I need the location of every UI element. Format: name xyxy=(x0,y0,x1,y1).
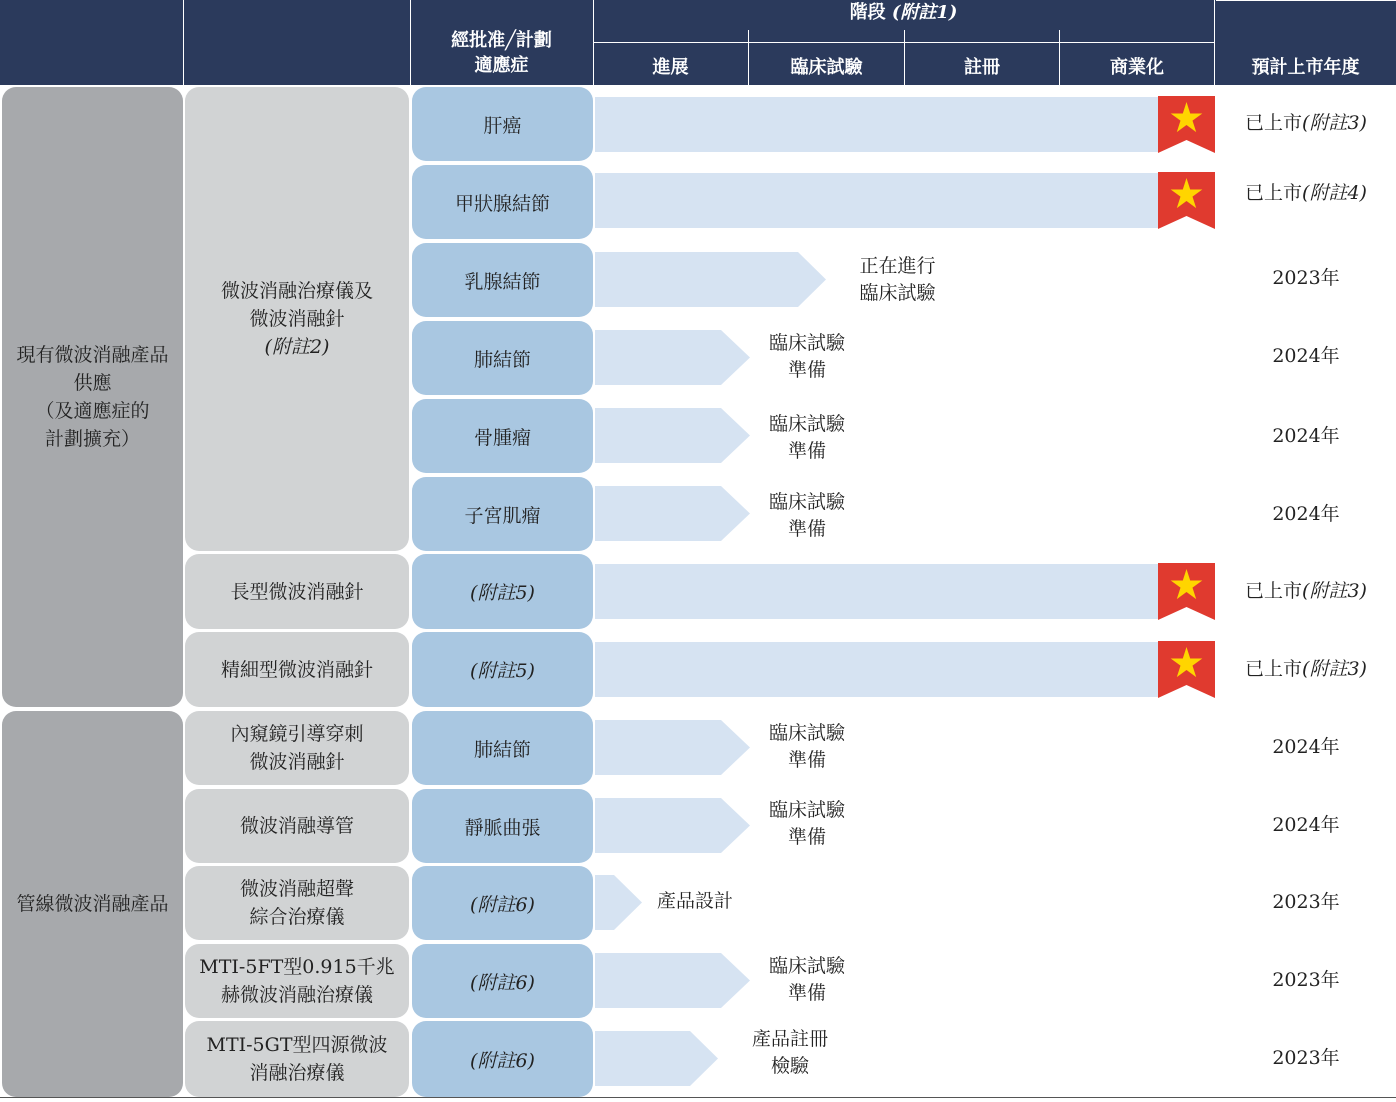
launch-note: (附註4) xyxy=(1302,182,1367,204)
indication-cell: 靜脈曲張 xyxy=(412,789,593,863)
status-label: 臨床試驗 準備 xyxy=(768,799,845,848)
stage-progress: 進展 xyxy=(652,57,689,78)
header-bottom-line xyxy=(1216,0,1396,1)
header-divider xyxy=(183,0,184,85)
indication-cell: 骨腫瘤 xyxy=(412,399,593,473)
launch-year: 2024年 xyxy=(1272,425,1340,447)
launch-year: 2023年 xyxy=(1272,267,1340,289)
launch-note: (附註3) xyxy=(1302,112,1367,134)
launch-year-header: 預計上市年度 xyxy=(1251,57,1360,78)
category-pipeline: 管線微波消融產品 xyxy=(2,711,183,1097)
stage-registration: 註冊 xyxy=(964,57,1000,78)
launch-note: (附註3) xyxy=(1302,580,1367,602)
product-mti-5ft: MTI-5FT型0.915千兆 赫微波消融治療儀 xyxy=(185,944,409,1018)
progress-arrow xyxy=(595,875,643,930)
status-label: 產品註冊 檢驗 xyxy=(751,1028,828,1077)
product-fine-needle: 精細型微波消融針 xyxy=(185,632,409,707)
progress-bar-marketed xyxy=(595,97,1160,152)
indication-cell: (附註5) xyxy=(412,632,593,707)
launch-value: 已上市 xyxy=(1245,182,1303,204)
progress-arrow xyxy=(595,252,827,307)
indication-cell: 甲狀腺結節 xyxy=(412,165,593,239)
product-endoscope-needle: 內窺鏡引導穿刺 微波消融針 xyxy=(185,711,409,785)
launch-value: 已上市 xyxy=(1245,112,1303,134)
indication-cell: 肺結節 xyxy=(412,711,593,785)
stage-header xyxy=(593,0,1214,25)
launch-year: 2024年 xyxy=(1272,736,1340,758)
product-catheter: 微波消融導管 xyxy=(185,789,409,863)
indication-cell: 肝癌 xyxy=(412,87,593,161)
status-label: 臨床試驗 準備 xyxy=(768,722,845,771)
indication-cell: (附註6) xyxy=(412,944,593,1018)
launch-year: 2023年 xyxy=(1272,969,1340,991)
stage-commercial: 商業化 xyxy=(1110,57,1164,78)
status-label: 正在進行 臨床試驗 xyxy=(859,255,936,304)
progress-arrow xyxy=(595,720,751,775)
launch-year xyxy=(1216,656,1396,683)
status-label: 臨床試驗 準備 xyxy=(768,491,845,540)
progress-arrow xyxy=(595,953,751,1008)
progress-bar-marketed xyxy=(595,642,1160,697)
product-mwa-system xyxy=(185,87,409,551)
launch-year xyxy=(1216,578,1396,605)
indication-cell: 肺結節 xyxy=(412,321,593,395)
launch-value: 已上市 xyxy=(1245,580,1303,602)
progress-arrow xyxy=(595,330,751,385)
indication-cell: (附註6) xyxy=(412,866,593,940)
product-label: 微波消融治療儀及 微波消融針 xyxy=(220,280,373,330)
star-marker-icon xyxy=(1158,172,1215,229)
product-ultrasound-system: 微波消融超聲 綜合治療儀 xyxy=(185,866,409,940)
launch-year xyxy=(1216,180,1396,207)
status-label: 臨床試驗 準備 xyxy=(768,955,845,1004)
progress-arrow xyxy=(595,798,751,853)
progress-arrow xyxy=(595,486,751,541)
status-label: 產品設計 xyxy=(656,890,733,912)
status-label: 臨床試驗 準備 xyxy=(768,413,845,462)
indication-cell: 乳腺結節 xyxy=(412,243,593,317)
bottom-rule xyxy=(0,1097,1396,1098)
launch-year xyxy=(1216,110,1396,137)
progress-bar-marketed xyxy=(595,173,1160,228)
launch-note: (附註3) xyxy=(1302,658,1367,680)
status-label: 臨床試驗 準備 xyxy=(768,332,845,381)
launch-year: 2024年 xyxy=(1272,345,1340,367)
launch-year: 2024年 xyxy=(1272,814,1340,836)
stage-note: (附註1) xyxy=(891,2,958,23)
progress-arrow xyxy=(595,1031,719,1086)
indication-cell: (附註5) xyxy=(412,554,593,629)
star-marker-icon xyxy=(1158,563,1215,620)
category-existing: 現有微波消融產品 供應 （及適應症的 計劃擴充） xyxy=(2,87,183,707)
launch-value: 已上市 xyxy=(1245,658,1303,680)
launch-year: 2023年 xyxy=(1272,1047,1340,1069)
stage-title: 階段 xyxy=(849,2,886,23)
product-note: (附註2) xyxy=(264,336,330,358)
product-long-needle: 長型微波消融針 xyxy=(185,554,409,629)
progress-arrow xyxy=(595,408,751,463)
star-marker-icon xyxy=(1158,641,1215,698)
indication-cell: 子宮肌瘤 xyxy=(412,477,593,551)
indication-column-header: 經批准╱計劃 適應症 xyxy=(451,30,552,76)
launch-year: 2023年 xyxy=(1272,891,1340,913)
indication-cell: (附註6) xyxy=(412,1021,593,1097)
star-marker-icon xyxy=(1158,96,1215,153)
progress-bar-marketed xyxy=(595,564,1160,619)
stage-clinical: 臨床試驗 xyxy=(790,57,863,78)
launch-year: 2024年 xyxy=(1272,503,1340,525)
product-mti-5gt: MTI-5GT型四源微波 消融治療儀 xyxy=(185,1021,409,1097)
